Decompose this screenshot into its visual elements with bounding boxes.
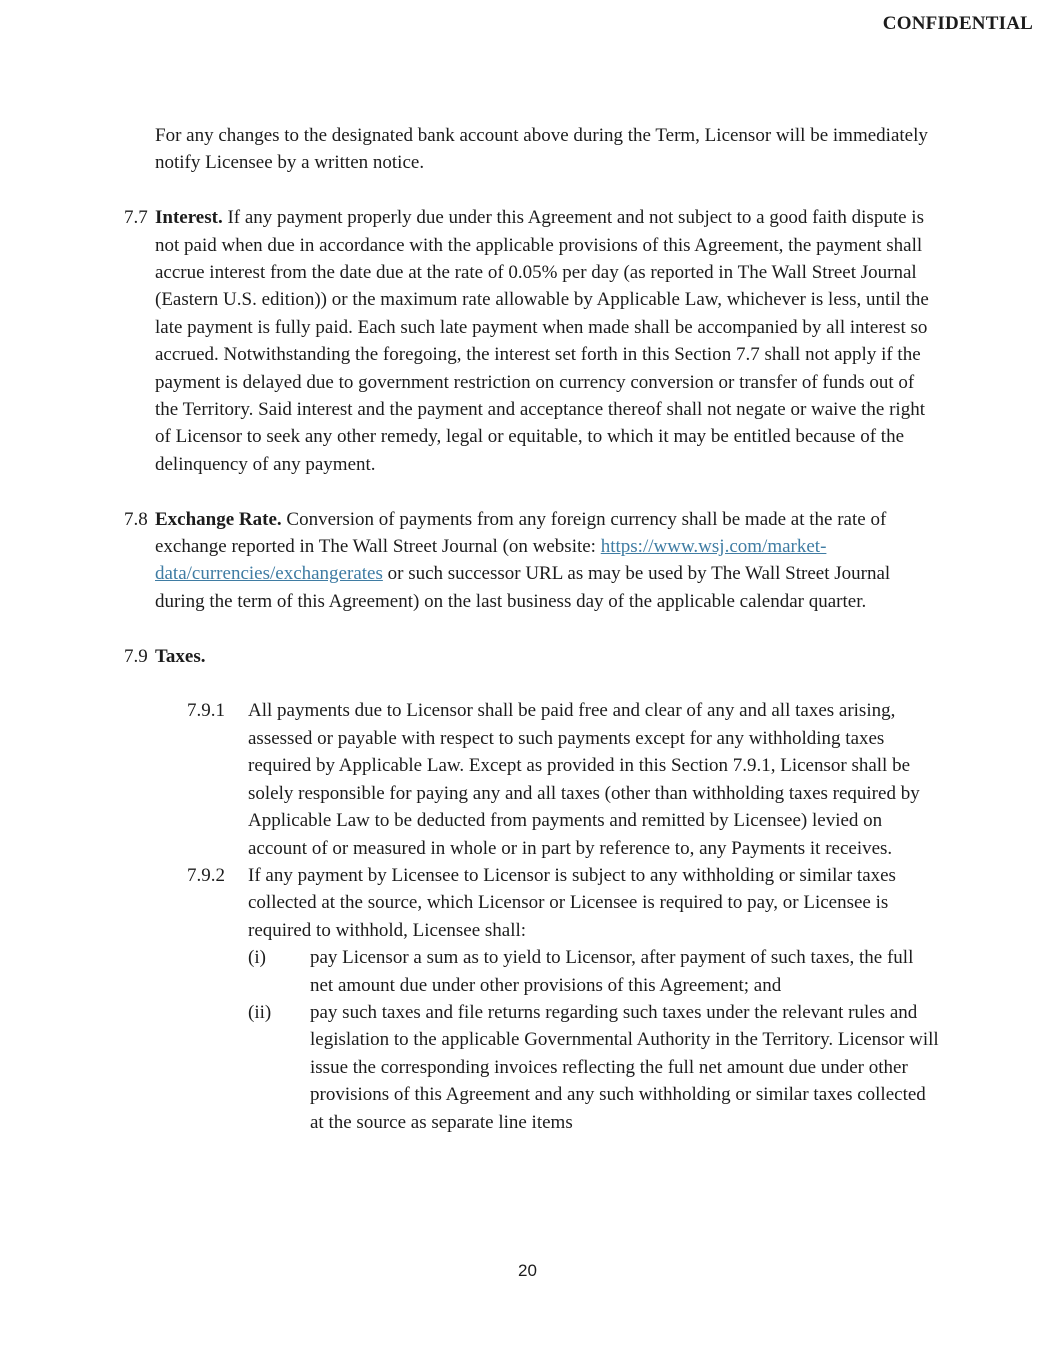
clause-number: (i) xyxy=(248,947,266,969)
intro-paragraph: For any changes to the designated bank account above during the Term, Licensor will be immediately notify Licensee by a written notice. xyxy=(155,125,928,174)
section-body-part1: Conversion of payments from any foreign currency shall be made at the rate of exchange reported in The Wall Street Journal (on website: xyxy=(155,508,887,558)
clause-text: pay such taxes and file returns regarding such taxes under the relevant rules and legislation to the applicable Governmental Authority in the Territory. Licensor will issue the corresponding invoices reflecting the full net amount due under other provisions of this Agreement and any such withholding or similar taxes collected at the source as separate line items xyxy=(310,1001,939,1133)
clause-i xyxy=(124,944,939,999)
spacer xyxy=(124,615,939,642)
section-number: 7.7 xyxy=(124,207,148,229)
section-body: If any payment properly due under this Agreement and not subject to a good faith dispute is not paid when due in accordance with the applicable provisions of this Agreement, the payment shall accrue interest from the date due at the rate of 0.05% per day (as reported in The Wall Street Journal (Eastern U.S. edition)) or the maximum rate allowable by Applicable Law, whichever is less, until the late payment is fully paid. Each such late payment when made shall be accompanied by all interest so accrued. Notwithstanding the foregoing, the interest set forth in this Section 7.7 shall not apply if the payment is delayed due to government restriction on currency conversion or transfer of funds out of the Territory. Said interest and the payment and acceptance thereof shall not negate or waive the right of Licensor to seek any other remedy, legal or equitable, to which it may be entitled because of the delinquency of any payment. xyxy=(155,207,929,475)
page-number: 20 xyxy=(518,1261,537,1280)
section-title: Exchange Rate. xyxy=(155,508,282,530)
section-7-8 xyxy=(124,506,939,616)
clause-ii xyxy=(124,999,939,1136)
subsection-number: 7.9.1 xyxy=(187,700,225,722)
section-7-7 xyxy=(124,204,939,478)
subsection-7-9-2 xyxy=(124,862,939,944)
document-body xyxy=(124,122,939,1136)
spacer xyxy=(124,177,939,204)
clause-text: pay Licensor a sum as to yield to Licensor, after payment of such taxes, the full net amount due under other provisions of this Agreement; and xyxy=(310,947,914,996)
section-number: 7.8 xyxy=(124,508,148,530)
section-title: Taxes. xyxy=(155,645,206,667)
subsection-text: All payments due to Licensor shall be paid free and clear of any and all taxes arising, assessed or payable with respect to such payments except for any withholding taxes required by Applicable Law. Except as provided in this Section 7.9.1, Licensor shall be solely responsible for paying any and all taxes (other than withholding taxes required by Applicable Law to be deducted from payments and remitted by Licensee) levied on account of or measured in whole or in part by reference to, any Payments it receives. xyxy=(248,700,920,859)
section-7-9-heading xyxy=(124,643,939,670)
subsection-number: 7.9.2 xyxy=(187,864,225,886)
spacer xyxy=(124,670,939,697)
clause-number: (ii) xyxy=(248,1001,272,1023)
section-title: Interest. xyxy=(155,207,223,229)
subsection-text: If any payment by Licensee to Licensor is subject to any withholding or similar taxes collected at the source, which Licensor or Licensee is required to pay, or Licensee is required to withhold, Licensee shall: xyxy=(248,864,896,941)
section-number: 7.9 xyxy=(124,645,148,667)
subsection-7-9-1 xyxy=(124,697,939,861)
section-body-part2: or such successor URL as may be used by The Wall Street Journal during the term of this Agreement) on the last business day of the applicable calendar quarter. xyxy=(155,563,891,612)
spacer xyxy=(124,478,939,505)
confidential-header: CONFIDENTIAL xyxy=(882,13,1033,34)
wsj-exchange-rate-link[interactable]: https://www.wsj.com/market-data/currencies/exchangerates xyxy=(155,536,827,585)
